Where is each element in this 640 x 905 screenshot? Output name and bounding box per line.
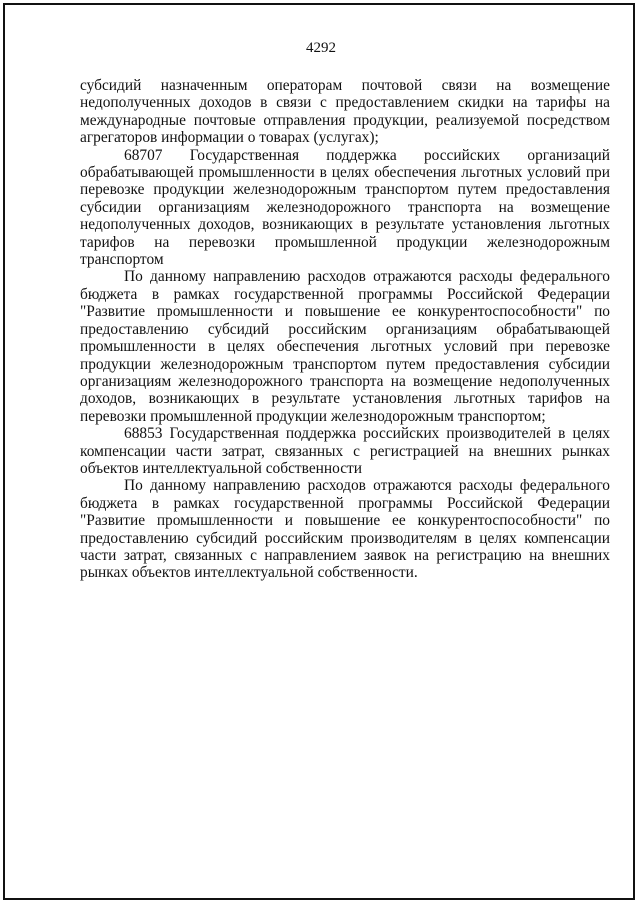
page-number: 4292 — [306, 40, 336, 56]
document-page — [3, 3, 635, 900]
paragraph-68853-description: По данному направлению расходов отражаются расходы федерального бюджета в рамках государственной программы Российской Федерации "Развитие промышленности и повышение ее конкурентоспособности" по предоставлению субсидий российским производителям в целях компенсации части затрат, связанных с направлением заявок на регистрацию на внешних рынках объектов интеллектуальной собственности. — [80, 477, 610, 582]
paragraph-68707-description: По данному направлению расходов отражаются расходы федерального бюджета в рамках государственной программы Российской Федерации "Развитие промышленности и повышение ее конкурентоспособности" по предоставлению субсидий российским организациям обрабатывающей промышленности в целях обеспечения льготных условий при перевозке продукции железнодорожным транспортом путем предоставления субсидии организациям железнодорожного транспорта на возмещение недополученных доходов, возникающих в результате установления льготных тарифов на перевозки промышленной продукции железнодорожным транспортом; — [80, 268, 610, 425]
paragraph-continuation: субсидий назначенным операторам почтовой связи на возмещение недополученных доходов в связи с предоставлением скидки на тарифы на международные почтовые отправления продукции, реализуемой посредством агрегаторов информации о товарах (услугах); — [80, 77, 610, 147]
paragraph-68853-heading: 68853 Государственная поддержка российских производителей в целях компенсации части затрат, связанных с регистрацией на внешних рынках объектов интеллектуальной собственности — [80, 425, 610, 477]
document-body — [80, 77, 610, 582]
paragraph-68707-heading: 68707 Государственная поддержка российских организаций обрабатывающей промышленности в целях обеспечения льготных условий при перевозке продукции железнодорожным транспортом путем предоставления субсидии организациям железнодорожного транспорта на возмещение недополученных доходов, возникающих в результате установления льготных тарифов на перевозки промышленной продукции железнодорожным транспортом — [80, 146, 610, 269]
